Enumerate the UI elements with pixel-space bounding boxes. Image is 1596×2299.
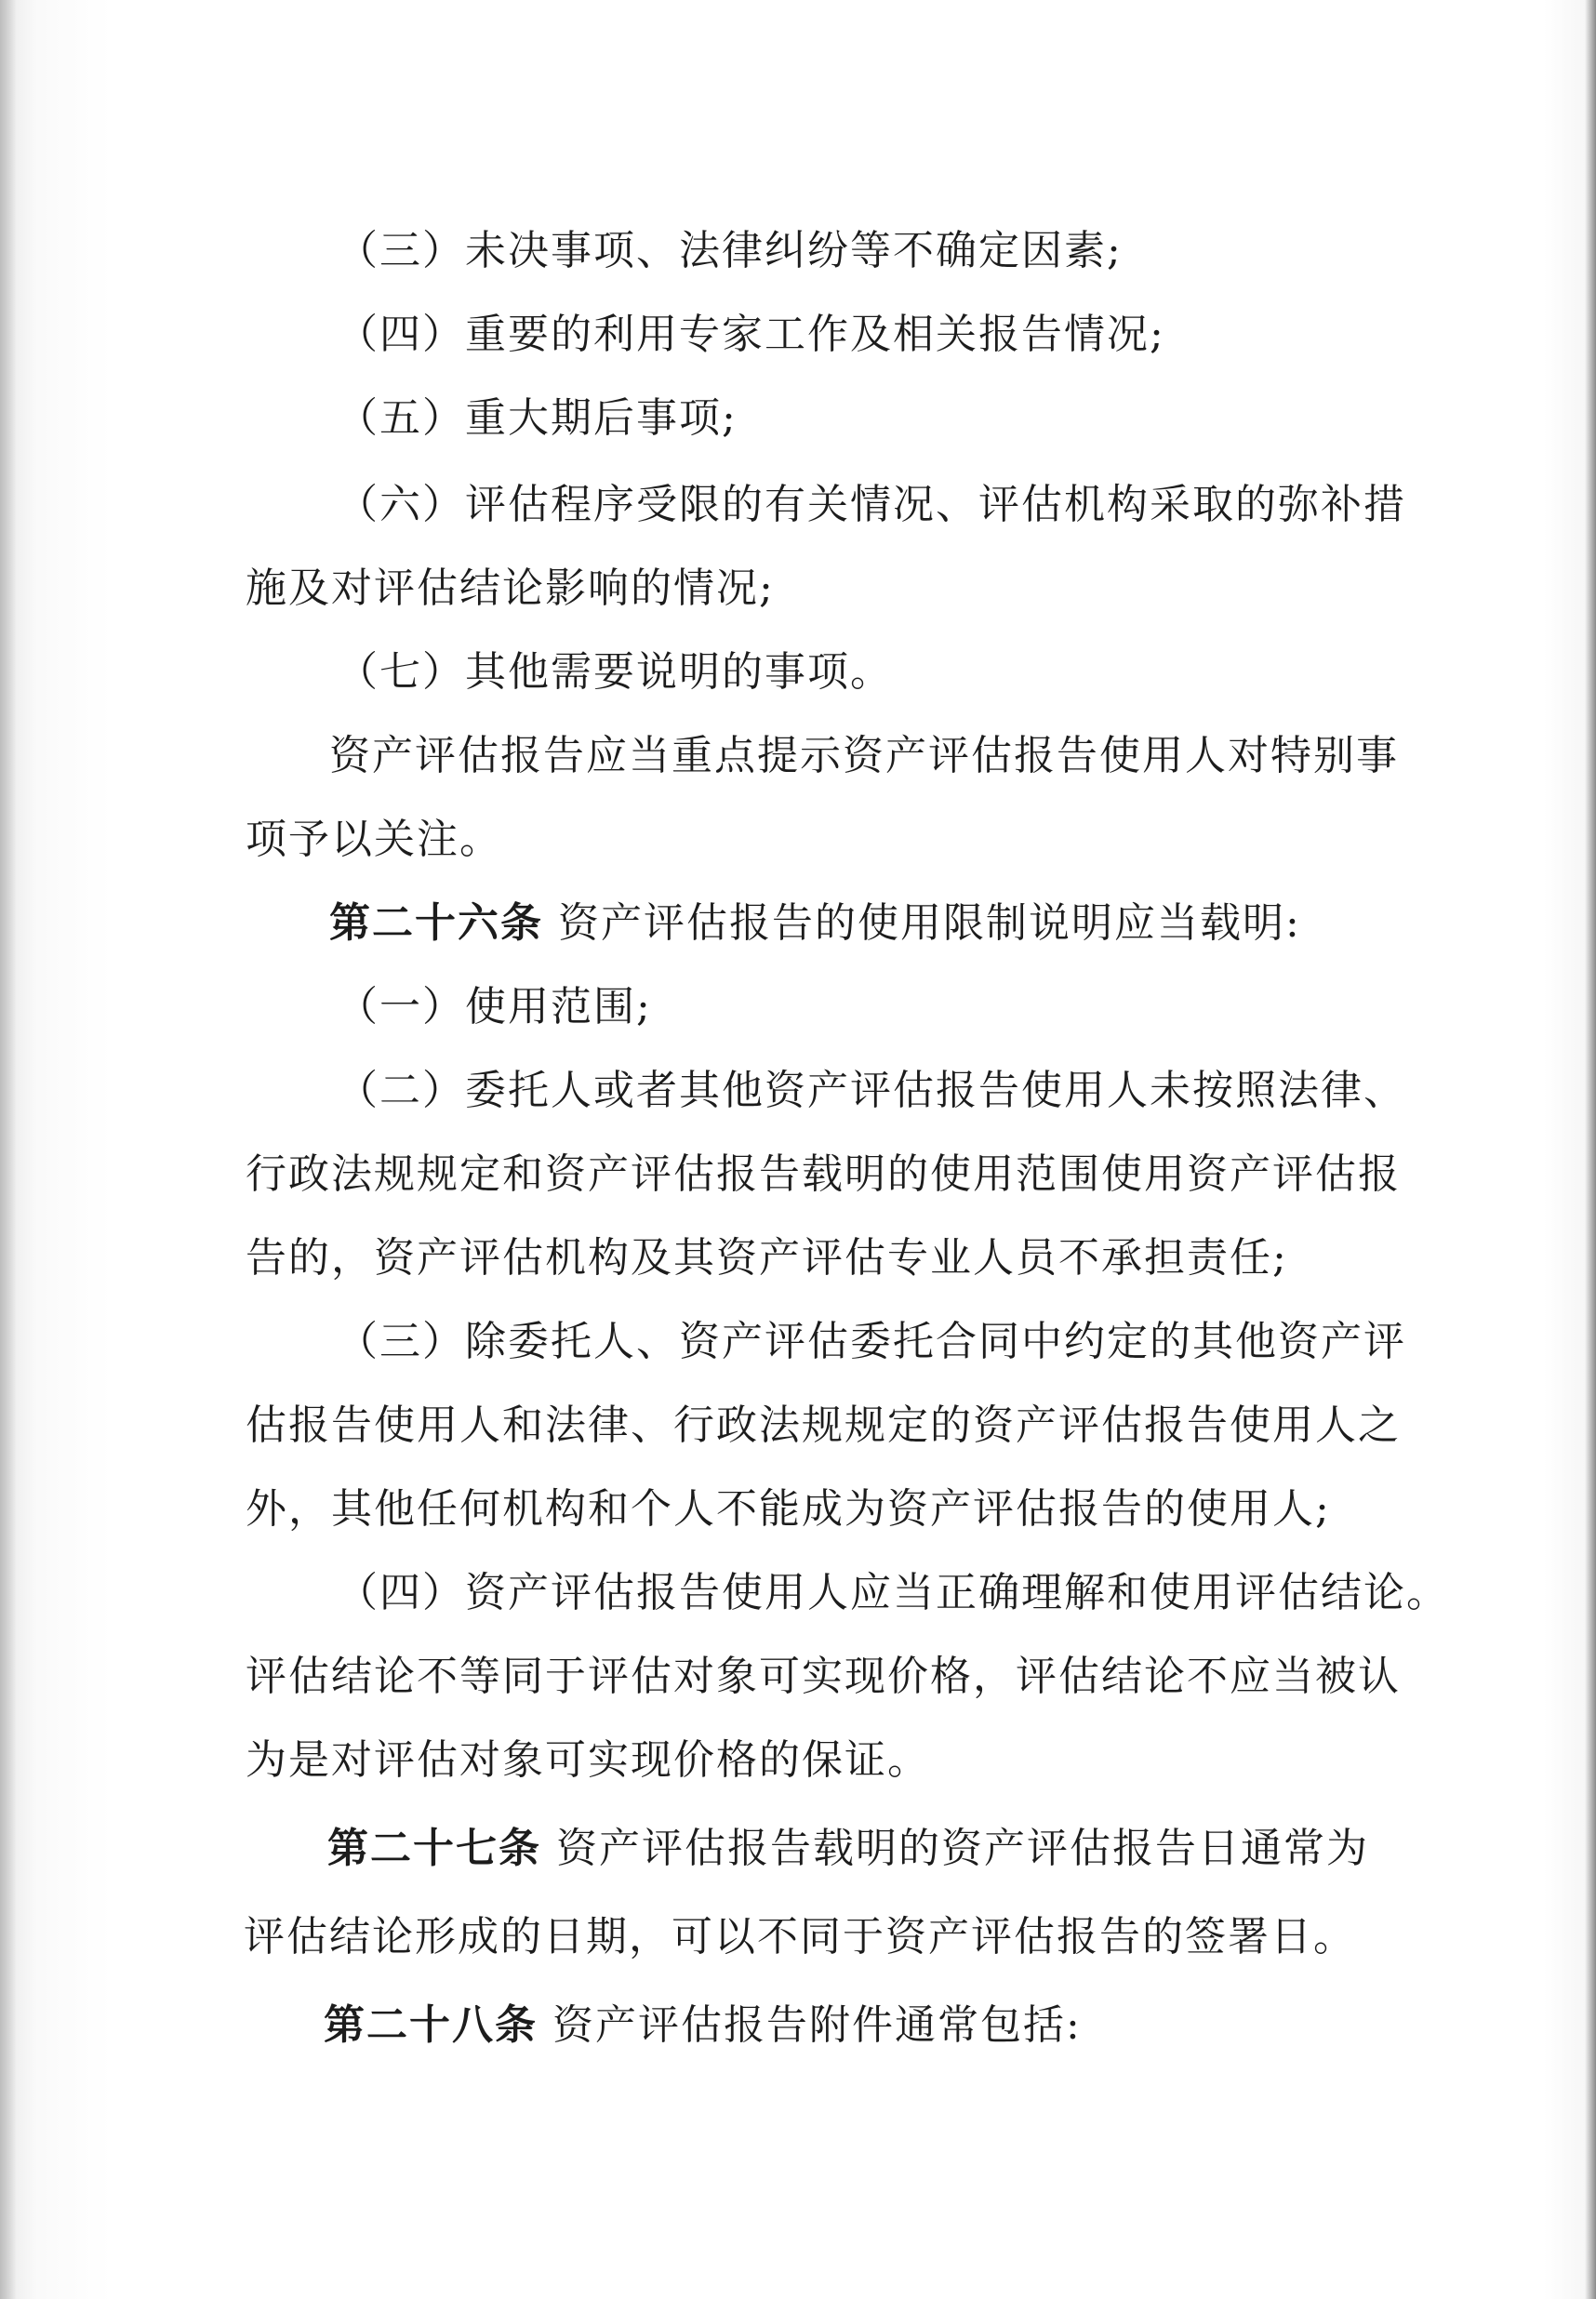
- article-26-line: [329, 897, 1301, 950]
- article-27-text: 资产评估报告载明的资产评估报告日通常为: [556, 1825, 1369, 1872]
- article-28-text: 资产评估报告附件通常包括:: [552, 2001, 1082, 2049]
- item-5-line: （五）重大期后事项;: [337, 394, 738, 442]
- article-28-heading: 第二十八条: [324, 2001, 538, 2049]
- item-6-line-1: （六）评估程序受限的有关情况、评估机构采取的弥补措: [337, 481, 1406, 528]
- item-1-line: （一）使用范围;: [337, 983, 652, 1030]
- item-3b-line-3: 外，其他任何机构和个人不能成为资产评估报告的使用人;: [246, 1485, 1331, 1533]
- page-edge-shadow-left: [0, 0, 17, 2299]
- note-line-1: 资产评估报告应当重点提示资产评估报告使用人对特别事: [329, 732, 1399, 779]
- article-26-heading: 第二十六条: [329, 899, 543, 947]
- item-2-line-2: 行政法规规定和资产评估报告载明的使用范围使用资产评估报: [246, 1150, 1401, 1198]
- note-line-2: 项予以关注。: [246, 816, 502, 863]
- item-3b-line-1: （三）除委托人、资产评估委托合同中约定的其他资产评: [337, 1318, 1406, 1365]
- article-27-line-1: [327, 1823, 1369, 1875]
- item-2-line-3: 告的，资产评估机构及其资产评估专业人员不承担责任;: [246, 1234, 1288, 1282]
- item-4b-line-1: （四）资产评估报告使用人应当正确理解和使用评估结论。: [337, 1569, 1449, 1616]
- item-3-line: （三）未决事项、法律纠纷等不确定因素;: [337, 227, 1123, 274]
- item-2-line-1: （二）委托人或者其他资产评估报告使用人未按照法律、: [337, 1067, 1406, 1114]
- item-4b-line-2: 评估结论不等同于评估对象可实现价格，评估结论不应当被认: [246, 1653, 1401, 1700]
- article-27-heading: 第二十七条: [327, 1825, 541, 1872]
- page-edge-shadow-right: [1585, 0, 1596, 2299]
- article-26-text: 资产评估报告的使用限制说明应当载明:: [558, 899, 1301, 947]
- item-4-line: （四）重要的利用专家工作及相关报告情况;: [337, 311, 1165, 358]
- article-28-line: [324, 2000, 1082, 2052]
- article-27-line-2: 评估结论形成的日期，可以不同于资产评估报告的签署日。: [244, 1913, 1356, 1960]
- item-6-line-2: 施及对评估结论影响的情况;: [246, 565, 775, 612]
- item-4b-line-3: 为是对评估对象可实现价格的保证。: [246, 1736, 930, 1784]
- item-3b-line-2: 估报告使用人和法律、行政法规规定的资产评估报告使用人之: [246, 1402, 1401, 1449]
- item-7-line: （七）其他需要说明的事项。: [337, 648, 893, 696]
